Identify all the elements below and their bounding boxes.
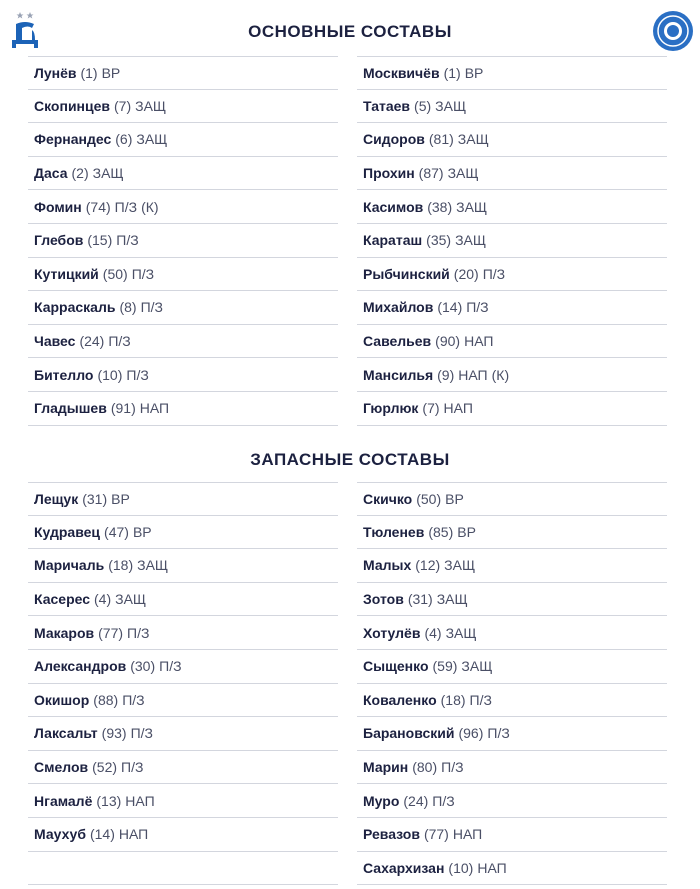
player-position: ЗАЩ bbox=[137, 557, 169, 574]
player-position: П/З bbox=[127, 624, 150, 641]
player-name: Ревазов bbox=[363, 826, 420, 843]
player-position: ЗАЩ bbox=[115, 591, 147, 608]
player-name: Касерес bbox=[34, 591, 91, 608]
player-row bbox=[357, 325, 667, 359]
player-name: Савельев bbox=[363, 333, 432, 350]
player-number: (4) bbox=[94, 591, 112, 608]
player-position: ЗАЩ bbox=[135, 97, 167, 114]
player-number: (5) bbox=[414, 97, 432, 114]
player-row bbox=[28, 358, 338, 392]
player-number: (35) bbox=[426, 232, 452, 249]
player-position: П/З bbox=[140, 299, 164, 316]
player-name: Лаксальт bbox=[34, 725, 98, 742]
player-name: Даса bbox=[34, 165, 68, 182]
player-position: П/З bbox=[121, 759, 144, 776]
player-position: П/З bbox=[487, 725, 510, 742]
player-row bbox=[28, 684, 338, 718]
starting-lineups-title: ОСНОВНЫЕ СОСТАВЫ bbox=[248, 22, 452, 41]
player-name: Фернандес bbox=[34, 131, 112, 148]
player-position: ВР bbox=[445, 490, 464, 507]
player-name: Чавес bbox=[34, 333, 76, 350]
player-number: (24) bbox=[79, 333, 105, 350]
player-row bbox=[357, 90, 667, 124]
player-number: (13) bbox=[96, 792, 122, 809]
player-position: ЗАЩ bbox=[444, 557, 476, 574]
player-row bbox=[28, 650, 338, 684]
player-row bbox=[357, 224, 667, 258]
player-name: Барановский bbox=[363, 725, 455, 742]
player-row bbox=[357, 549, 667, 583]
player-position: НАП bbox=[443, 400, 473, 417]
player-name: Бителло bbox=[34, 366, 94, 383]
player-position: П/З bbox=[126, 366, 149, 383]
player-row bbox=[28, 583, 338, 617]
player-number: (14) bbox=[437, 299, 463, 316]
player-position: ЗАЩ bbox=[447, 165, 479, 182]
player-row bbox=[28, 291, 338, 325]
player-row bbox=[357, 751, 667, 785]
player-number: (77) bbox=[98, 624, 124, 641]
home-substitutes-list bbox=[28, 482, 338, 885]
player-row bbox=[357, 56, 667, 90]
player-position: НАП bbox=[464, 333, 494, 350]
player-position: П/З bbox=[116, 232, 139, 249]
player-row bbox=[357, 516, 667, 550]
player-name: Караташ bbox=[363, 232, 423, 249]
player-position: П/З bbox=[482, 265, 506, 282]
player-row bbox=[357, 190, 667, 224]
player-number: (88) bbox=[93, 691, 119, 708]
player-name: Александров bbox=[34, 658, 127, 675]
player-number: (59) bbox=[432, 658, 458, 675]
empty-row bbox=[28, 852, 338, 886]
player-name: Прохин bbox=[363, 165, 415, 182]
player-position: НАП bbox=[118, 826, 149, 843]
player-position: ЗАЩ bbox=[445, 624, 477, 641]
home-starting-list bbox=[28, 56, 338, 426]
player-name: Зотов bbox=[363, 591, 404, 608]
player-name: Смелов bbox=[34, 759, 89, 776]
player-name: Гладышев bbox=[34, 400, 107, 417]
player-name: Карраскаль bbox=[34, 299, 116, 316]
player-position: НАП bbox=[477, 859, 507, 876]
player-position: П/З bbox=[131, 265, 155, 282]
player-name: Касимов bbox=[363, 198, 424, 215]
player-number: (18) bbox=[440, 691, 466, 708]
player-number: (12) bbox=[415, 557, 441, 574]
player-position: ЗАЩ bbox=[455, 232, 486, 249]
player-number: (4) bbox=[424, 624, 442, 641]
player-name: Малых bbox=[363, 557, 412, 574]
player-name: Гюрлюк bbox=[363, 400, 419, 417]
player-position: П/З bbox=[114, 198, 138, 215]
player-row bbox=[28, 717, 338, 751]
player-number: (31) bbox=[82, 490, 108, 507]
player-row bbox=[357, 616, 667, 650]
player-name: Татаев bbox=[363, 97, 411, 114]
player-row bbox=[357, 358, 667, 392]
player-name: Глебов bbox=[34, 232, 84, 249]
player-row bbox=[357, 482, 667, 516]
player-position: НАП bbox=[125, 792, 155, 809]
player-number: (6) bbox=[115, 131, 133, 148]
player-number: (38) bbox=[427, 198, 453, 215]
player-position: ВР bbox=[101, 64, 121, 81]
player-number: (74) bbox=[85, 198, 111, 215]
player-row bbox=[28, 516, 338, 550]
player-name: Маричаль bbox=[34, 557, 105, 574]
player-position: П/З bbox=[108, 333, 131, 350]
player-row bbox=[28, 224, 338, 258]
player-position: П/З bbox=[469, 691, 492, 708]
player-number: (30) bbox=[130, 658, 156, 675]
player-number: (90) bbox=[435, 333, 461, 350]
player-position: НАП bbox=[458, 366, 488, 383]
player-name: Сахархизан bbox=[363, 859, 445, 876]
player-row bbox=[357, 583, 667, 617]
player-row bbox=[28, 751, 338, 785]
player-row bbox=[357, 291, 667, 325]
player-position: ЗАЩ bbox=[136, 131, 168, 148]
player-name: Муро bbox=[363, 792, 400, 809]
player-number: (9) bbox=[437, 366, 455, 383]
player-row bbox=[28, 818, 338, 852]
player-name: Сыщенко bbox=[363, 658, 429, 675]
player-name: Окишор bbox=[34, 691, 90, 708]
player-name: Мансилья bbox=[363, 366, 434, 383]
player-number: (77) bbox=[423, 826, 449, 843]
substitutes-title: ЗАПАСНЫЕ СОСТАВЫ bbox=[250, 450, 450, 469]
player-number: (15) bbox=[87, 232, 113, 249]
player-number: (8) bbox=[119, 299, 137, 316]
player-name: Рыбчинский bbox=[363, 265, 450, 282]
player-name: Нгамалё bbox=[34, 792, 93, 809]
player-number: (85) bbox=[428, 523, 454, 540]
player-position: П/З bbox=[441, 759, 464, 776]
player-row bbox=[357, 650, 667, 684]
player-position: ВР bbox=[132, 523, 152, 540]
player-name: Сидоров bbox=[363, 131, 425, 148]
player-number: (10) bbox=[448, 859, 474, 876]
player-number: (10) bbox=[97, 366, 123, 383]
player-row bbox=[28, 157, 338, 191]
player-position: П/З bbox=[159, 658, 182, 675]
player-row bbox=[28, 56, 338, 90]
away-starting-list bbox=[357, 56, 667, 426]
player-number: (18) bbox=[108, 557, 134, 574]
player-position: ЗАЩ bbox=[461, 658, 493, 675]
player-row bbox=[357, 258, 667, 292]
player-name: Хотулёв bbox=[363, 624, 421, 641]
player-row bbox=[28, 325, 338, 359]
player-number: (7) bbox=[422, 400, 440, 417]
player-position: ЗАЩ bbox=[436, 591, 468, 608]
player-name: Лещук bbox=[34, 490, 79, 507]
player-position: ВР bbox=[464, 64, 484, 81]
player-position: П/З bbox=[432, 792, 455, 809]
player-number: (20) bbox=[453, 265, 479, 282]
player-name: Лунёв bbox=[34, 64, 77, 81]
player-row bbox=[28, 123, 338, 157]
player-number: (80) bbox=[412, 759, 438, 776]
player-number: (2) bbox=[71, 165, 89, 182]
player-name: Фомин bbox=[34, 198, 82, 215]
player-number: (47) bbox=[104, 523, 129, 540]
player-row bbox=[357, 818, 667, 852]
player-name: Маухуб bbox=[34, 826, 86, 843]
player-name: Скопинцев bbox=[34, 97, 111, 114]
player-row bbox=[28, 482, 338, 516]
player-number: (1) bbox=[443, 64, 461, 81]
player-number: (1) bbox=[80, 64, 98, 81]
player-position: ЗАЩ bbox=[457, 131, 489, 148]
player-number: (31) bbox=[407, 591, 433, 608]
player-position: П/З bbox=[122, 691, 145, 708]
player-number: (81) bbox=[428, 131, 454, 148]
player-position: П/З bbox=[130, 725, 153, 742]
player-number: (7) bbox=[114, 97, 132, 114]
player-position: П/З bbox=[466, 299, 489, 316]
player-row bbox=[28, 549, 338, 583]
player-name: Москвичёв bbox=[363, 64, 440, 81]
player-row bbox=[28, 190, 338, 224]
player-row bbox=[357, 717, 667, 751]
player-number: (93) bbox=[101, 725, 127, 742]
player-row bbox=[357, 784, 667, 818]
player-name: Михайлов bbox=[363, 299, 434, 316]
player-position: ЗАЩ bbox=[456, 198, 488, 215]
captain-badge: (К) bbox=[141, 198, 159, 215]
player-number: (50) bbox=[102, 265, 128, 282]
player-row bbox=[357, 157, 667, 191]
player-number: (96) bbox=[458, 725, 484, 742]
player-position: ЗАЩ bbox=[92, 165, 124, 182]
player-position: ЗАЩ bbox=[435, 97, 467, 114]
player-row bbox=[357, 684, 667, 718]
player-name: Тюленев bbox=[363, 523, 425, 540]
captain-badge: (К) bbox=[491, 366, 510, 383]
player-position: ВР bbox=[457, 523, 476, 540]
player-number: (14) bbox=[89, 826, 115, 843]
player-position: НАП bbox=[452, 826, 483, 843]
player-number: (91) bbox=[110, 400, 136, 417]
player-row bbox=[28, 90, 338, 124]
player-name: Кутицкий bbox=[34, 265, 99, 282]
player-row bbox=[28, 392, 338, 426]
player-number: (24) bbox=[403, 792, 429, 809]
player-name: Кудравец bbox=[34, 523, 101, 540]
player-position: НАП bbox=[139, 400, 170, 417]
player-position: ВР bbox=[111, 490, 130, 507]
player-name: Макаров bbox=[34, 624, 95, 641]
player-number: (87) bbox=[418, 165, 444, 182]
player-row bbox=[357, 123, 667, 157]
player-number: (52) bbox=[92, 759, 118, 776]
player-name: Марин bbox=[363, 759, 409, 776]
player-name: Скичко bbox=[363, 490, 413, 507]
away-substitutes-list bbox=[357, 482, 667, 885]
player-row bbox=[28, 616, 338, 650]
player-row bbox=[357, 852, 667, 886]
player-name: Коваленко bbox=[363, 691, 437, 708]
player-row bbox=[28, 784, 338, 818]
player-row bbox=[357, 392, 667, 426]
player-number: (50) bbox=[416, 490, 442, 507]
player-row bbox=[28, 258, 338, 292]
